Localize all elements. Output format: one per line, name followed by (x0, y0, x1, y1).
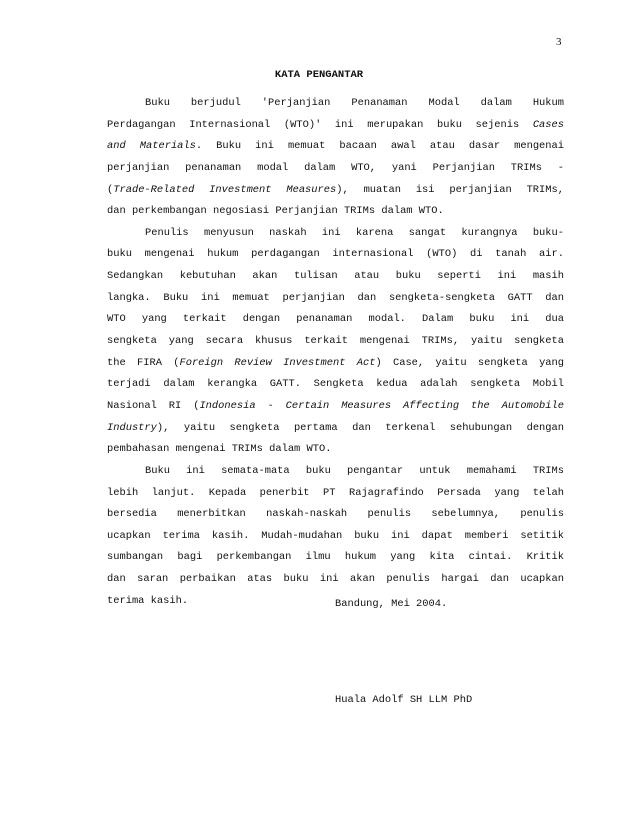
page-number: 3 (556, 36, 562, 48)
text-line (107, 201, 564, 223)
text-line (107, 461, 564, 483)
text-segment: terjadi dalam kerangka GATT. Sengketa kedua adalah sengketa Mobil (107, 378, 564, 391)
text-segment: ucapkan terima kasih. Mudah-mudahan buku ini dapat memberi setitik (107, 529, 564, 542)
text-segment: Buku berjudul 'Perjanjian Penanaman Modal dalam Hukum (145, 97, 564, 109)
paragraph (107, 223, 564, 461)
text-line (107, 504, 564, 526)
place-date: Bandung, Mei 2004. (335, 598, 448, 610)
paragraph (107, 93, 564, 223)
text-segment: buku mengenai hukum perdagangan internasional (WTO) di tanah air. (107, 248, 564, 261)
text-line (107, 526, 564, 548)
text-line (107, 483, 564, 505)
text-segment: . Buku ini memuat bacaan awal atau dasar mengenai (195, 140, 564, 153)
text-line (107, 266, 564, 288)
paragraph (107, 461, 564, 612)
italic-text: Foreign Review Investment Act (179, 356, 376, 369)
text-line (107, 374, 564, 396)
text-segment: the FIRA ( (107, 356, 180, 369)
text-line (107, 439, 564, 461)
text-segment: WTO yang terkait dengan penanaman modal. Dalam buku ini dua (107, 313, 564, 326)
text-segment: bersedia menerbitkan naskah-naskah penulis sebelumnya, penulis (107, 508, 564, 521)
text-segment: Nasional RI ( (107, 399, 200, 412)
italic-text: and Materials (107, 140, 196, 153)
text-line (107, 288, 564, 310)
text-segment: sengketa yang secara khusus terkait mengenai TRIMs, yaitu sengketa (107, 335, 564, 348)
text-line (107, 244, 564, 266)
text-segment: langka. Buku ini memuat perjanjian dan sengketa-sengketa GATT dan (107, 291, 564, 304)
italic-text: Trade-Related Investment Measures (113, 183, 337, 196)
text-line (107, 569, 564, 591)
text-line (107, 180, 564, 202)
text-segment: lebih lanjut. Kepada penerbit PT Rajagrafindo Persada yang telah (107, 486, 564, 499)
text-line (107, 115, 564, 137)
text-line (107, 418, 564, 440)
page-title: KATA PENGANTAR (274, 69, 364, 81)
text-segment: dan perkembangan negosiasi Perjanjian TRIMs dalam WTO. (107, 205, 444, 218)
text-segment: ), yaitu sengketa pertama dan terkenal sehubungan dengan (156, 421, 564, 434)
text-segment: Sedangkan kebutuhan akan tulisan atau buku seperti ini masih (107, 270, 564, 283)
text-segment: dan saran perbaikan atas buku ini akan penulis hargai dan ucapkan (107, 573, 564, 586)
text-line (107, 93, 564, 115)
text-segment: ), muatan isi perjanjian TRIMs, (336, 183, 564, 196)
text-line (107, 547, 564, 569)
signature: Huala Adolf SH LLM PhD (335, 694, 473, 706)
text-line (107, 309, 564, 331)
text-line (107, 331, 564, 353)
text-line (107, 136, 564, 158)
italic-text: Industry (107, 421, 157, 434)
text-segment: ) Case, yaitu sengketa yang (375, 356, 565, 369)
text-segment: Perdagangan Internasional (WTO)' ini merupakan buku sejenis (107, 118, 533, 131)
text-segment: perjanjian penanaman modal dalam WTO, yani Perjanjian TRIMs - (107, 161, 564, 174)
text-segment: ( (107, 183, 114, 196)
italic-text: Cases (532, 118, 564, 131)
text-line (107, 223, 564, 245)
text-segment: Buku ini semata-mata buku pengantar untuk memahami TRIMs (145, 464, 564, 477)
body-text (107, 93, 564, 612)
text-line (107, 158, 564, 180)
text-line (107, 396, 564, 418)
italic-text: Indonesia - Certain Measures Affecting the Automobile (199, 399, 565, 412)
text-segment: Penulis menyusun naskah ini karena sangat kurangnya buku- (145, 226, 564, 239)
text-segment: terima kasih. (107, 594, 189, 607)
text-line (107, 353, 564, 375)
text-segment: sumbangan bagi perkembangan ilmu hukum yang kita cintai. Kritik (107, 551, 564, 564)
text-segment: pembahasan mengenai TRIMs dalam WTO. (107, 443, 332, 456)
